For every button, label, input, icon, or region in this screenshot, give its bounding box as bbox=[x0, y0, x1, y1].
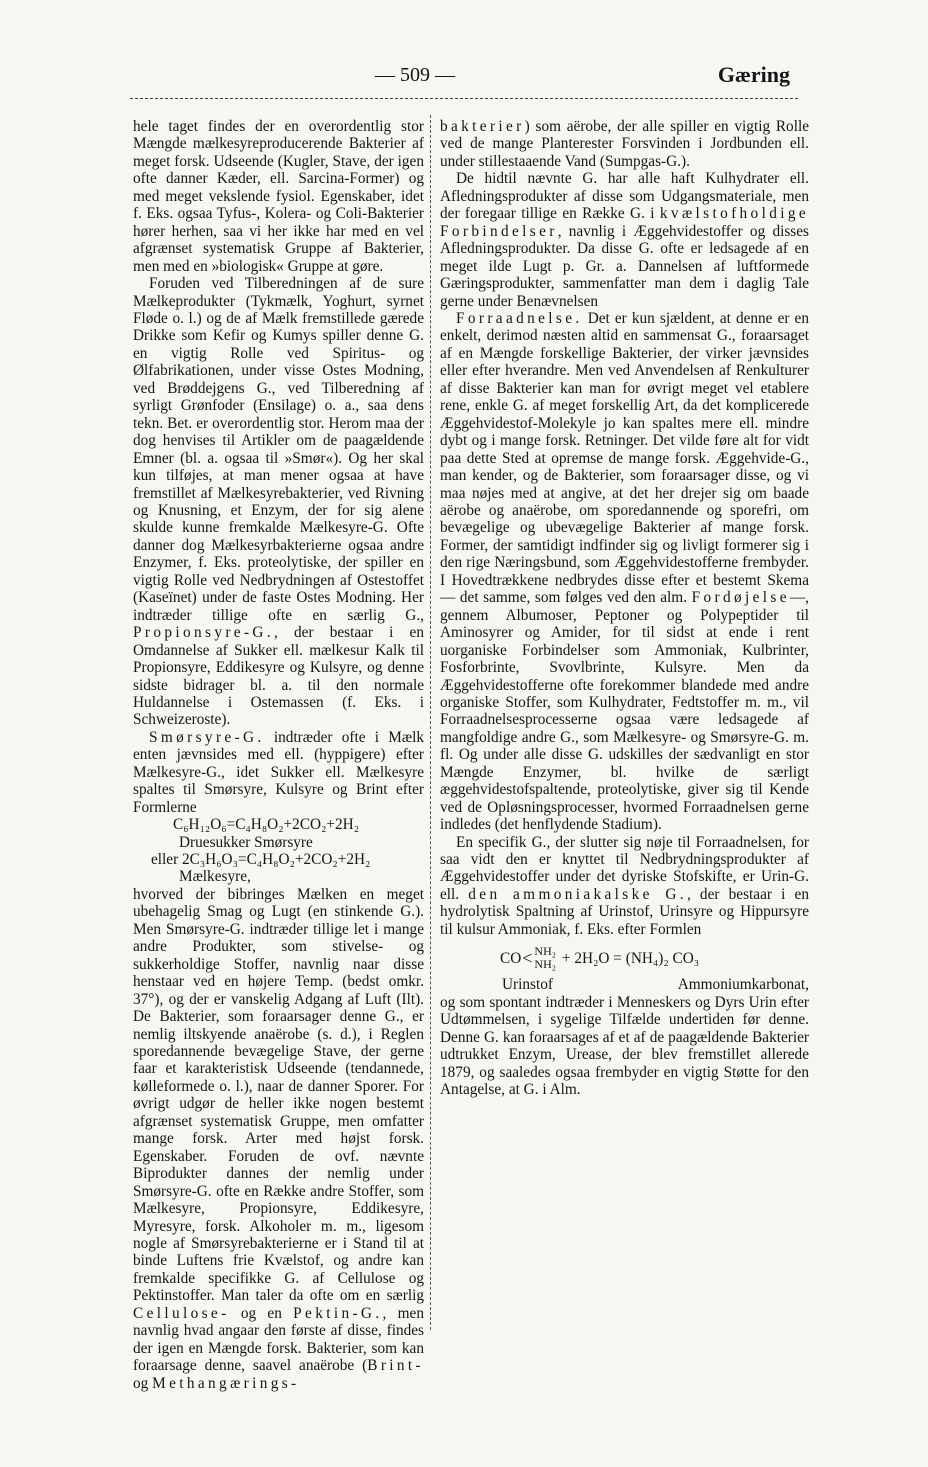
spaced-term: Methangærings- bbox=[152, 1374, 300, 1392]
header-rule bbox=[130, 98, 798, 99]
spaced-term: kvælstofholdige Forbindelser bbox=[440, 205, 809, 240]
paragraph: Forraadnelse. Det er kun sjældent, at denne er en enkelt, derimod næsten altid en sammensat G., foraarsaget af en Mængde forskellige Bakterier, der virker jævnsides eller efter hverandre. Men ved Anvendelsen af Renkulturer af disse Bakterier kan man for øvrigt meget vel etablere rene, enkle G. af meget forskellig Art, da det komplicerede Æggehvidestof-Molekyle jo kan spaltes mere ell. mindre dybt og i mange forsk. Retninger. Det vilde føre alt for vidt paa dette Sted at opremse de mange forsk. Æggehvide-G., man kender, og de Bakterier, som foraarsager disse, og vi maa nøjes med at angive, at det her drejer sig om baade aërobe og anaërobe, om sporedannende og sporefri, om bevægelige og ubevægelige Bakterier af mange forsk. Former, der samtidigt indfinder sig og livligt formerer sig i den rige Næringsbund, som Æggehvidestofferne frembyder. I Hovedtrækkene nedbrydes disse efter et bestemt Skema — det samme, som følges ved den alm. Fordøjelse—, gennem Albumoser, Peptoner og Polypeptider til Aminosyrer og Amider, for til sidst at ende i rent uorganiske Forbindelser som Ammoniak, Kulbrinter, Fosforbrinte, Svovlbrinte, Kulsyre. Men da Æggehvidestofferne ofte forekommer blandede med andre organiske Stoffer, som Kulhydrater, Fedtstoffer m. m., vil Forraadnelsesprocesserne ogsaa være ledsagede af mangfoldige andre G., som Mælkesyre- og Smørsyre-G. m. fl. Og under alle disse G. udskilles der sædvanligt en stor Mængde Enzymer, bl. hvilke de særligt æggehvidestofspaltende, proteolytiske, giver sig til Kende ved de Opløsningsprocesser, hvormed Forraadnelsen gerne indledes (det henflydende Stadium). bbox=[440, 309, 809, 834]
paragraph: Foruden ved Tilberedningen af de sure Mælkeprodukter (Tykmælk, Yoghurt, syrnet Fløde o. l.) og de af Mælk fremstillede gærede Drikke som Kefir og Kumys spiller denne G. en vigtig Rolle ved Spiritus- og Ølfabrikationen, under visse Ostes Modning, ved Brøddejgens G., ved Tilberedning af syrligt Grønfoder (Ensilage) o. a., saa dens tekn. Bet. er overordentlig stor. Herom maa der dog henvises til Artikler om de paagældende Emner (bl. a. ogsaa til »Smør«). Og her skal kun tilføjes, at man mener ogsaa at have fremstillet af Mælkesyrebakterier, ved Rivning og Knusning, et Enzym, der for sig alene skulde kunne fremkalde Mælkesyre-G. Ofte danner dog Mælkesyrbakterierne ogsaa andre Enzymer, f. Eks. proteolytiske, der spiller en vigtig Rolle ved Nedbrydningen af Ostestoffet (Kaseïnet) under de faste Ostes Modning. Her indtræder tillige ofte en særlig G., Propionsyre-G., der bestaar i en Omdannelse af Sukker ell. mælkesur Kalk til Propionsyre, Eddikesyre og Kulsyre, og denne sidste bidrager bl. a. til den normale Huldannelse i Ostemassen (f. Eks. i Schweizeroste). bbox=[133, 275, 424, 729]
spaced-term: Forraadnelse. bbox=[456, 309, 583, 327]
formula-label: Urinstof bbox=[502, 976, 553, 994]
spaced-term: Brint- bbox=[367, 1357, 424, 1375]
paragraph: og som spontant indtræder i Menneskers og Dyrs Urin efter Udtømmelsen, i sygelige Tilfælde undertiden før denne. Denne G. kan foraarsages af et af de paagældende Bakterier udtrukket Enzym, Urease, der blev fremstillet allerede 1879, og saaledes ogsaa frembyder en vigtig Støtte for den Antagelse, at G. i Alm. bbox=[440, 993, 809, 1099]
spaced-term: Propionsyre-G. bbox=[133, 624, 275, 642]
paragraph: bakterier) som aërobe, der alle spiller en vigtig Rolle ved de mange Planterester Forsvinden i Jordbunden ell. under stillestaaende Vand (Sumpgas-G.). bbox=[440, 118, 809, 170]
right-column bbox=[440, 118, 809, 1098]
formula-labels bbox=[440, 976, 809, 993]
formula-label: Druesukker Smørsyre bbox=[179, 833, 313, 851]
spaced-term: bakterier bbox=[440, 118, 525, 135]
page-number: — 509 — bbox=[375, 64, 455, 86]
paragraph: hele taget findes der en overordentlig stor Mængde mælkesyreproducerende Bakterier af meget forsk. Udseende (Kugler, Stave, der igen ofte danner Kæder, ell. Sarcina-Former) og med meget vekslende fysiol. Egenskaber, idet f. Eks. ogsaa Tyfus-, Kolera- og Coli-Bakterier hører herhen, saa vi her ikke har med en vel afgrænset systematisk Gruppe af Bakterier, men med en »biologisk« Gruppe at gøre. bbox=[133, 118, 424, 275]
left-column bbox=[133, 118, 424, 1392]
spaced-term: Pektin-G. bbox=[293, 1304, 383, 1322]
paragraph: Smørsyre-G. indtræder ofte i Mælk enten jævnsides med ell. (hyppigere) efter Mælkesyre-G., idet Sukker ell. Mælkesyre spaltes til Smørsyre, Kulsyre og Brint efter Formlerne bbox=[133, 728, 424, 816]
paragraph: De hidtil nævnte G. har alle haft Kulhydrater ell. Afledningsprodukter af disse som Udgangsmateriale, men der foregaar tillige en Række G. i kvælstofholdige Forbindelser, navnlig i Æggehvidestoffer og disses Afledningsprodukter. Da disse G. ofte er ledsagede af en meget ilde Lugt p. Gr. a. Dannelsen af luftformede Gæringsprodukter, sammenfatter man dem i daglig Tale gerne under Benævnelsen bbox=[440, 170, 809, 310]
angle-bracket-icon: < bbox=[522, 947, 533, 968]
paragraph: hvorved der bibringes Mælken en meget ubehagelig Smag og Lugt (en stinkende G.). Men Smørsyre-G. indtræder tillige let i mange andre Produkter, som stivelse- og sukkerholdige Stoffer, navnlig naar disse henstaar ved en højere Temp. (bedst omkr. 37°), og der er vanskelig Adgang af Luft (Ilt). De Bakterier, som foraarsager denne G., er nemlig iltskyende anaërobe (s. d.), i Reglen sporedannende bevægelige Stave, der gerne faar et karakteristisk Udseende (tendannede, kølleformede o. l.), naar de danner Sporer. For øvrigt udgør de heller ikke nogen bestemt afgrænset systematisk Gruppe, men omfatter mange forsk. Arter med højst forsk. Egenskaber. Foruden de ovf. nævnte Biprodukter dannes der nemlig under Smørsyre-G. ofte en Række andre Stoffer, som Mælkesyre, Propionsyre, Eddikesyre, Myresyre, forsk. Alkoholer m. m., ligesom nogle af Smørsyrebakterierne er i Stand til at binde Luftens frie Kvælstof, og andre kan fremkalde specifikke G. af Cellulose og Pektinstoffer. Man taler da ofte om en særlig Cellulose- og en Pektin-G., men navnlig hvad angaar den første af disse, findes der igen en Mængde forsk. Bakterier, som kan foraarsage denne, saavel anaërobe (Brint- og Methangærings- bbox=[133, 885, 424, 1392]
formula-label: Mælkesyre, bbox=[179, 868, 251, 886]
formula: C₆H₁₂O₆=C₄H₈O₂+2CO₂+2H₂ bbox=[173, 816, 360, 834]
spaced-term: Fordøjelse bbox=[691, 589, 790, 607]
formula: eller 2C₃H₆O₃=C₄H₈O₂+2CO₂+2H₂ bbox=[151, 851, 371, 869]
spaced-term: Smørsyre-G. bbox=[149, 728, 265, 746]
formula-label: Ammoniumkarbonat, bbox=[677, 976, 809, 994]
chemical-formula: CO < NH₂ NH₂ + 2H₂O = (NH₄)₂ CO₃ bbox=[500, 944, 700, 972]
page-header bbox=[0, 58, 928, 92]
spaced-term: den ammoniakalske G. bbox=[468, 885, 687, 903]
spaced-term: Cellulose- bbox=[133, 1304, 230, 1322]
column-divider bbox=[430, 115, 431, 1330]
section-title: Gæring bbox=[717, 62, 790, 87]
paragraph: En specifik G., der slutter sig nøje til Forraadnelsen, for saa vidt den er knyttet til Nedbrydningsprodukter af Æggehvidestoffer under det dyriske Stofskifte, er Urin-G. ell. den ammoniakalske G., der bestaar i en hydrolytisk Spaltning af Urinstof, Urinsyre og Hippursyre til kulsur Ammoniak, f. Eks. efter Formlen bbox=[440, 833, 809, 938]
